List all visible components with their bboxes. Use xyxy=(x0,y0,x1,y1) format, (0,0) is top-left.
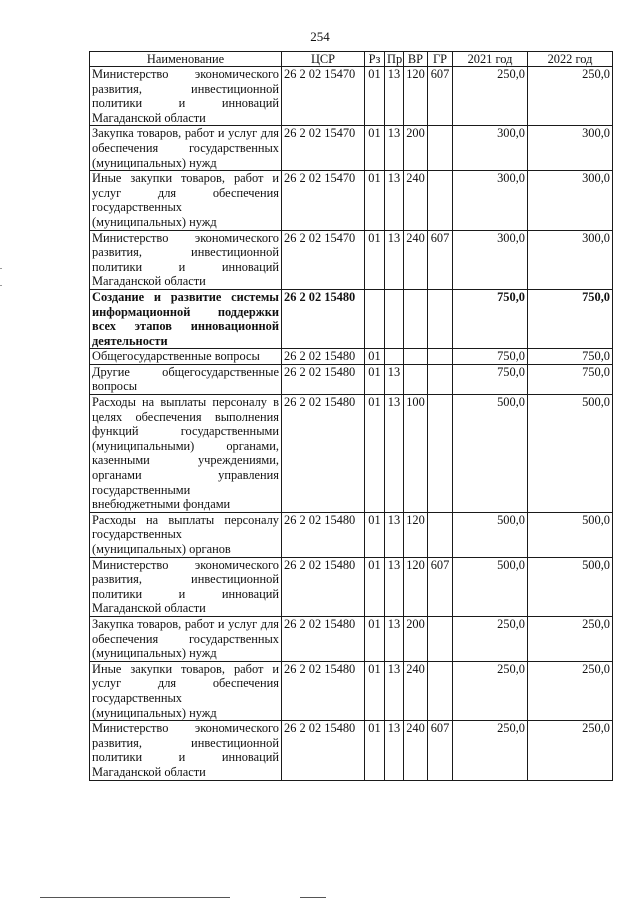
table-row xyxy=(90,126,613,171)
cell-gr xyxy=(428,395,453,513)
table-row xyxy=(90,661,613,720)
cell-pr: 13 xyxy=(385,661,404,720)
header-vr: ВР xyxy=(404,52,428,67)
header-csr: ЦСР xyxy=(282,52,365,67)
cell-csr: 26 2 02 15470 xyxy=(282,171,365,230)
cell-vr: 240 xyxy=(404,230,428,289)
cell-2021: 500,0 xyxy=(453,512,528,557)
cell-rz: 01 xyxy=(365,349,385,365)
cell-pr: 13 xyxy=(385,616,404,661)
header-rz: Рз xyxy=(365,52,385,67)
table-row xyxy=(90,171,613,230)
cell-pr: 13 xyxy=(385,512,404,557)
header-2021: 2021 год xyxy=(453,52,528,67)
cell-2021: 300,0 xyxy=(453,126,528,171)
table-row xyxy=(90,364,613,394)
cell-pr xyxy=(385,349,404,365)
table-row xyxy=(90,395,613,513)
cell-pr: 13 xyxy=(385,67,404,126)
cell-vr xyxy=(404,289,428,348)
cell-pr: 13 xyxy=(385,395,404,513)
scan-edge-mark xyxy=(0,285,2,286)
cell-2021: 500,0 xyxy=(453,557,528,616)
cell-name: Закупка товаров, работ и услуг для обеспечения государственных (муниципальных) нужд xyxy=(90,616,282,661)
table-row xyxy=(90,616,613,661)
cell-name: Министерство экономического развития, инвестиционной политики и инноваций Магаданской области xyxy=(90,67,282,126)
cell-pr: 13 xyxy=(385,721,404,780)
cell-2022: 750,0 xyxy=(528,289,613,348)
cell-rz: 01 xyxy=(365,171,385,230)
cell-pr: 13 xyxy=(385,230,404,289)
cell-name: Расходы на выплаты персоналу в целях обеспечения выполнения функций государственными (муниципальными) органами, казенными учреждениями, органами управления государственными внебюджетными фондами xyxy=(90,395,282,513)
cell-csr: 26 2 02 15480 xyxy=(282,557,365,616)
cell-2022: 250,0 xyxy=(528,67,613,126)
cell-csr: 26 2 02 15470 xyxy=(282,126,365,171)
cell-gr xyxy=(428,512,453,557)
cell-2021: 300,0 xyxy=(453,230,528,289)
cell-gr: 607 xyxy=(428,557,453,616)
cell-gr: 607 xyxy=(428,67,453,126)
cell-vr: 120 xyxy=(404,557,428,616)
cell-2021: 300,0 xyxy=(453,171,528,230)
cell-csr: 26 2 02 15480 xyxy=(282,349,365,365)
cell-pr xyxy=(385,289,404,348)
cell-2022: 300,0 xyxy=(528,126,613,171)
cell-gr xyxy=(428,126,453,171)
page-number: 254 xyxy=(310,29,330,44)
cell-csr: 26 2 02 15470 xyxy=(282,230,365,289)
cell-rz: 01 xyxy=(365,721,385,780)
table-row xyxy=(90,67,613,126)
cell-gr xyxy=(428,289,453,348)
cell-vr xyxy=(404,349,428,365)
cell-rz: 01 xyxy=(365,512,385,557)
cell-csr: 26 2 02 15480 xyxy=(282,661,365,720)
header-2022: 2022 год xyxy=(528,52,613,67)
cell-pr: 13 xyxy=(385,171,404,230)
cell-gr: 607 xyxy=(428,230,453,289)
cell-rz xyxy=(365,289,385,348)
cell-name: Создание и развитие системы информационной поддержки всех этапов инновационной деятельности xyxy=(90,289,282,348)
cell-rz: 01 xyxy=(365,230,385,289)
table-row xyxy=(90,349,613,365)
cell-name: Министерство экономического развития, инвестиционной политики и инноваций Магаданской области xyxy=(90,721,282,780)
cell-2021: 750,0 xyxy=(453,349,528,365)
cell-name: Министерство экономического развития, инвестиционной политики и инноваций Магаданской области xyxy=(90,557,282,616)
cell-csr: 26 2 02 15480 xyxy=(282,364,365,394)
cell-gr xyxy=(428,661,453,720)
cell-2021: 750,0 xyxy=(453,364,528,394)
cell-vr: 200 xyxy=(404,126,428,171)
cell-vr: 240 xyxy=(404,661,428,720)
cell-2022: 500,0 xyxy=(528,395,613,513)
table-row xyxy=(90,512,613,557)
cell-vr: 120 xyxy=(404,512,428,557)
table-body xyxy=(90,67,613,781)
cell-gr xyxy=(428,364,453,394)
cell-2022: 250,0 xyxy=(528,616,613,661)
cell-2022: 250,0 xyxy=(528,661,613,720)
cell-name: Министерство экономического развития, инвестиционной политики и инноваций Магаданской области xyxy=(90,230,282,289)
cell-2022: 750,0 xyxy=(528,364,613,394)
cell-vr: 240 xyxy=(404,171,428,230)
header-row xyxy=(90,52,613,67)
cell-2021: 250,0 xyxy=(453,67,528,126)
cell-rz: 01 xyxy=(365,67,385,126)
cell-csr: 26 2 02 15480 xyxy=(282,616,365,661)
cell-vr: 120 xyxy=(404,67,428,126)
cell-2021: 750,0 xyxy=(453,289,528,348)
cell-name: Расходы на выплаты персоналу государственных (муниципальных) органов xyxy=(90,512,282,557)
cell-rz: 01 xyxy=(365,395,385,513)
scan-edge-mark xyxy=(0,268,2,269)
cell-pr: 13 xyxy=(385,364,404,394)
cell-name: Общегосударственные вопросы xyxy=(90,349,282,365)
cell-csr: 26 2 02 15470 xyxy=(282,67,365,126)
cell-csr: 26 2 02 15480 xyxy=(282,289,365,348)
cell-vr: 240 xyxy=(404,721,428,780)
cell-2022: 750,0 xyxy=(528,349,613,365)
cell-vr: 200 xyxy=(404,616,428,661)
cell-name: Закупка товаров, работ и услуг для обеспечения государственных (муниципальных) нужд xyxy=(90,126,282,171)
cell-rz: 01 xyxy=(365,557,385,616)
cell-pr: 13 xyxy=(385,557,404,616)
table-header xyxy=(90,52,613,67)
header-gr: ГР xyxy=(428,52,453,67)
cell-name: Другие общегосударственные вопросы xyxy=(90,364,282,394)
cell-2021: 500,0 xyxy=(453,395,528,513)
cell-2022: 300,0 xyxy=(528,171,613,230)
cell-2022: 500,0 xyxy=(528,557,613,616)
cell-2022: 250,0 xyxy=(528,721,613,780)
table-row xyxy=(90,721,613,780)
cell-csr: 26 2 02 15480 xyxy=(282,512,365,557)
cell-vr xyxy=(404,364,428,394)
cell-rz: 01 xyxy=(365,661,385,720)
cell-name: Иные закупки товаров, работ и услуг для обеспечения государственных (муниципальных) нужд xyxy=(90,661,282,720)
cell-csr: 26 2 02 15480 xyxy=(282,395,365,513)
cell-pr: 13 xyxy=(385,126,404,171)
table-row xyxy=(90,557,613,616)
table-row xyxy=(90,230,613,289)
cell-gr: 607 xyxy=(428,721,453,780)
scan-bottom-line xyxy=(300,897,326,898)
cell-2021: 250,0 xyxy=(453,721,528,780)
cell-rz: 01 xyxy=(365,126,385,171)
cell-2022: 500,0 xyxy=(528,512,613,557)
budget-table xyxy=(89,51,613,781)
cell-rz: 01 xyxy=(365,616,385,661)
cell-rz: 01 xyxy=(365,364,385,394)
cell-gr xyxy=(428,616,453,661)
cell-2021: 250,0 xyxy=(453,616,528,661)
header-pr: Пр xyxy=(385,52,404,67)
cell-vr: 100 xyxy=(404,395,428,513)
cell-2022: 300,0 xyxy=(528,230,613,289)
header-name: Наименование xyxy=(90,52,282,67)
cell-name: Иные закупки товаров, работ и услуг для обеспечения государственных (муниципальных) нужд xyxy=(90,171,282,230)
table-row xyxy=(90,289,613,348)
cell-gr xyxy=(428,171,453,230)
scan-bottom-line xyxy=(40,897,230,898)
cell-2021: 250,0 xyxy=(453,661,528,720)
cell-csr: 26 2 02 15480 xyxy=(282,721,365,780)
cell-gr xyxy=(428,349,453,365)
